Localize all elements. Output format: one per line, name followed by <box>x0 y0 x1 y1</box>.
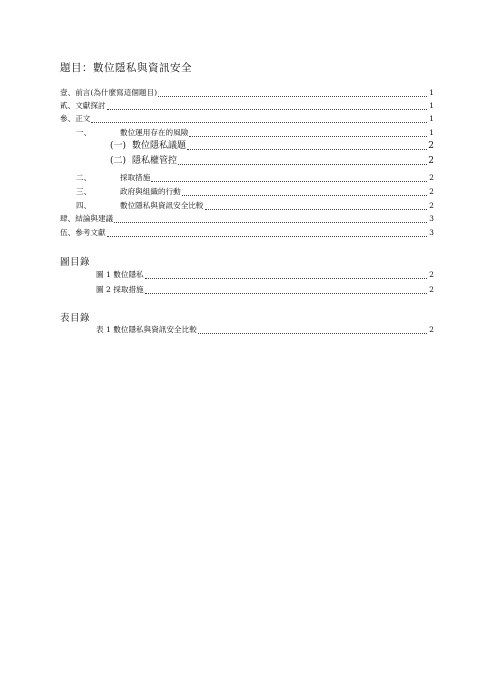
toc-label: 採取措施 <box>120 173 151 182</box>
toc-page: 1 <box>429 128 434 137</box>
toc-label: 前言(為什麼寫這個題目) <box>75 88 158 97</box>
toc-label: 數位隱私與資訊安全比較 <box>120 201 204 210</box>
toc-label: 正文 <box>75 114 91 123</box>
toc-page: 2 <box>429 187 434 196</box>
toc-number: 壹、 <box>60 88 76 97</box>
toc-page: 2 <box>428 156 434 166</box>
toc-page: 3 <box>429 228 434 237</box>
table-page: 2 <box>429 325 434 334</box>
toc-entry <box>60 228 434 238</box>
figure-page: 2 <box>429 270 434 279</box>
leader-dots <box>145 272 427 279</box>
leader-dots <box>145 287 427 294</box>
toc-entry <box>76 173 434 183</box>
figure-entry <box>96 270 434 280</box>
toc-number: (一) <box>110 141 127 151</box>
toc-number: 肆、 <box>60 214 76 223</box>
leader-dots <box>151 175 427 182</box>
toc-entry <box>60 214 434 224</box>
table-label: 表 1 數位隱私與資訊安全比較 <box>96 325 197 334</box>
toc-label: 隱私權管控 <box>132 156 178 166</box>
toc-number: 參、 <box>60 114 76 123</box>
leader-dots <box>107 103 427 110</box>
toc-number: 四、 <box>76 201 92 210</box>
toc-number: 伍、 <box>60 228 76 237</box>
toc-number: 貳、 <box>60 101 76 110</box>
toc-entry <box>76 201 434 211</box>
document-title: 題目：數位隱私與資訊安全 <box>60 62 192 74</box>
leader-dots <box>205 203 427 210</box>
toc-entry <box>60 114 434 124</box>
tables-heading: 表目錄 <box>60 313 91 324</box>
leader-dots <box>189 130 427 137</box>
toc-page: 2 <box>429 201 434 210</box>
leader-dots <box>107 230 427 237</box>
toc-entry <box>110 141 434 151</box>
toc-entry <box>110 156 434 166</box>
leader-dots <box>158 90 427 97</box>
leader-dots <box>178 158 427 165</box>
toc-number: 三、 <box>76 187 92 196</box>
toc-page: 1 <box>429 88 434 97</box>
toc-page: 1 <box>429 101 434 110</box>
toc-page: 1 <box>429 114 434 123</box>
toc-entry <box>60 101 434 111</box>
figure-label: 圖 2 採取措施 <box>96 285 144 294</box>
toc-label: 政府與組織的行動 <box>120 187 181 196</box>
toc-label: 結論與建議 <box>75 214 114 223</box>
table-entry <box>96 325 434 335</box>
toc-label: 數位隱私議題 <box>132 141 187 151</box>
figure-page: 2 <box>429 285 434 294</box>
figure-label: 圖 1 數位隱私 <box>96 270 144 279</box>
toc-page: 2 <box>429 173 434 182</box>
toc-number: 二、 <box>76 173 92 182</box>
toc-label: 文獻探討 <box>75 101 106 110</box>
toc-entry <box>76 128 434 138</box>
toc-number: 一、 <box>76 128 92 137</box>
leader-dots <box>198 327 427 334</box>
toc-page: 2 <box>428 141 434 151</box>
figure-entry <box>96 285 434 295</box>
leader-dots <box>91 116 427 123</box>
leader-dots <box>187 143 427 150</box>
toc-label: 數位運用存在的風險 <box>120 128 189 137</box>
leader-dots <box>114 216 427 223</box>
toc-page: 3 <box>429 214 434 223</box>
toc-label: 參考文獻 <box>75 228 106 237</box>
toc-entry <box>76 187 434 197</box>
toc-number: (二) <box>110 156 127 166</box>
toc-entry <box>60 88 434 98</box>
figures-heading: 圖目錄 <box>60 257 91 268</box>
leader-dots <box>182 189 427 196</box>
